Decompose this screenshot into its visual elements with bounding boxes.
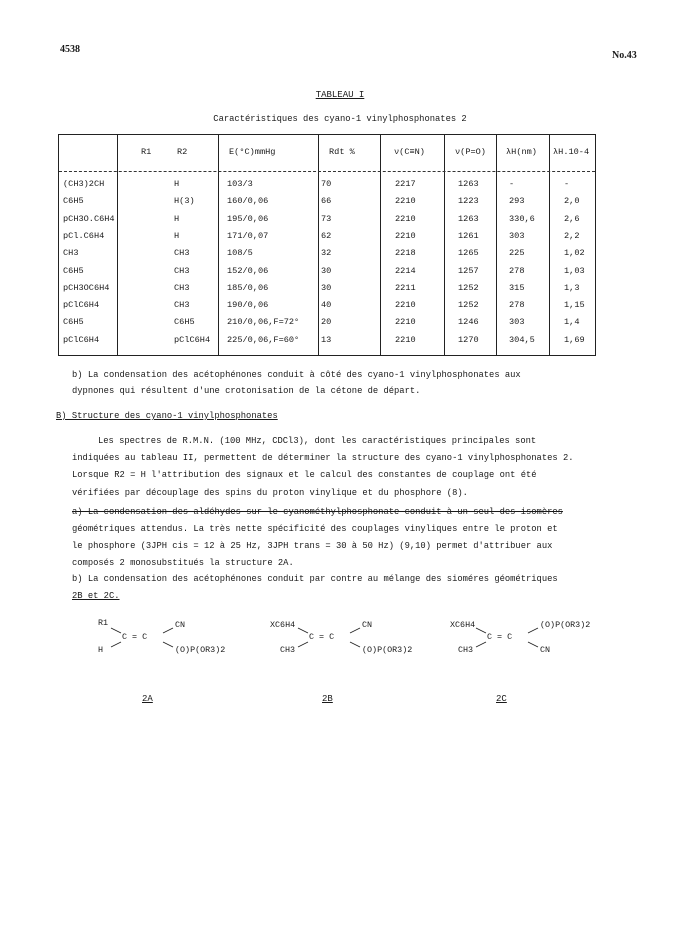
table-cell: 2210 [395, 334, 416, 345]
table-cell: H [174, 213, 180, 224]
paragraph-line: Lorsque R2 = H l'attribution des signaux et le calcul des constantes de couplage ont été [72, 470, 537, 480]
table-cell: 30 [321, 265, 332, 276]
table-cell: 73 [321, 213, 332, 224]
struct-2c-cn: CN [540, 645, 551, 655]
struct-2c-cc: C = C [487, 632, 513, 642]
table-cell: 62 [321, 230, 332, 241]
journal-number: No.43 [612, 50, 637, 61]
table-cell: 66 [321, 196, 332, 207]
struct-2a-r1: R1 [98, 618, 109, 628]
table-subtitle: Caractéristiques des cyano-1 vinylphosphonates 2 [213, 114, 467, 124]
struct-2b-xc6h4: XC6H4 [270, 620, 296, 630]
table-cell: H [174, 230, 180, 241]
struct-2c-xc6h4: XC6H4 [450, 620, 476, 630]
table-cell: - [564, 179, 570, 189]
table-cell: 1,69 [564, 334, 585, 345]
table-cell: 315 [509, 282, 525, 293]
table-cell: C6H5 [174, 317, 195, 328]
table-cell: 1257 [458, 265, 479, 276]
col-header: ν(P=O) [455, 147, 486, 157]
table-cell: 160/0,06 [227, 196, 269, 207]
label-2c: 2C [496, 694, 507, 704]
table-cell: CH3 [63, 248, 79, 259]
table-cell: 1265 [458, 248, 479, 259]
struct-2c-ch3: CH3 [458, 645, 474, 655]
table-cell: 1261 [458, 230, 479, 241]
table-cell: 330,6 [509, 213, 535, 224]
table-cell: CH3 [174, 265, 190, 276]
table-cell: pCH3OC6H4 [63, 282, 110, 293]
table-cell: 1252 [458, 282, 479, 293]
table-cell: C6H5 [63, 265, 84, 276]
table-cell: 1,15 [564, 300, 585, 311]
struct-2a-h: H [98, 645, 104, 655]
table-cell: 103/3 [227, 179, 253, 189]
paragraph-line: vérifiées par découplage des spins du proton vinylique et du phosphore (8). [72, 488, 468, 498]
table-cell: pCH3O.C6H4 [63, 213, 115, 224]
paragraph-line-struck: a) La condensation des aldéhydes sur le cyanométhylphosphonate conduit à un seul des isomères [72, 507, 563, 517]
struct-2a-cn: CN [175, 620, 186, 630]
table-cell: 2,0 [564, 196, 580, 207]
note-b2: dypnones qui résultent d'une crotonisation de la cétone de départ. [72, 386, 421, 396]
table-cell: CH3 [174, 282, 190, 293]
struct-2b-p: (O)P(OR3)2 [362, 645, 413, 655]
table-cell: 1263 [458, 179, 479, 189]
table-cell: 1270 [458, 334, 479, 345]
struct-2a-p: (O)P(OR3)2 [175, 645, 226, 655]
table-cell: 278 [509, 300, 525, 311]
table-cell: 2217 [395, 179, 416, 189]
table-cell: 1223 [458, 196, 479, 207]
table-cell: 1,03 [564, 265, 585, 276]
table-cell: 293 [509, 196, 525, 207]
table-cell: H [174, 179, 180, 189]
paragraph-line: indiquées au tableau II, permettent de déterminer la structure des cyano-1 vinylphosphonates 2. [72, 453, 574, 463]
col-header: E(°C)mmHg [229, 147, 276, 157]
col-header: λH(nm) [506, 147, 537, 157]
table-cell: 171/0,07 [227, 230, 269, 241]
table-cell: 1252 [458, 300, 479, 311]
table-cell: 195/0,06 [227, 213, 269, 224]
table-cell: 2,6 [564, 213, 580, 224]
table-cell: (CH3)2CH [63, 179, 105, 189]
data-table [58, 134, 596, 356]
table-cell: 1,02 [564, 248, 585, 259]
table-cell: 2,2 [564, 230, 580, 241]
table-cell: 2210 [395, 300, 416, 311]
table-cell: pClC6H4 [63, 300, 100, 311]
table-cell: 1,4 [564, 317, 580, 328]
table-cell: C6H5 [63, 196, 84, 207]
label-2a: 2A [142, 694, 153, 704]
table-cell: 20 [321, 317, 332, 328]
col-header: Rdt % [329, 147, 355, 157]
table-cell: 2218 [395, 248, 416, 259]
table-cell: 303 [509, 230, 525, 241]
col-header: R2 [177, 147, 188, 157]
table-cell: 185/0,06 [227, 282, 269, 293]
table-cell: 32 [321, 248, 332, 259]
table-cell: 152/0,06 [227, 265, 269, 276]
struct-2a-cc: C = C [122, 632, 148, 642]
table-cell: pCl.C6H4 [63, 230, 105, 241]
paragraph-line: composés 2 monosubstitués la structure 2A. [72, 558, 294, 568]
table-cell: H(3) [174, 196, 195, 207]
table-cell: 190/0,06 [227, 300, 269, 311]
table-cell: 225/0,06,F=60° [227, 334, 300, 345]
table-cell: 2210 [395, 230, 416, 241]
paragraph-line: géométriques attendus. La très nette spécificité des couplages vinyliques entre le proton et [72, 524, 558, 534]
table-cell: 304,5 [509, 334, 535, 345]
col-header: R1 [141, 147, 152, 157]
paragraph-line: b) La condensation des acétophénones conduit par contre au mélange des sioméres géométriques [72, 574, 558, 584]
struct-2b-cn: CN [362, 620, 373, 630]
table-cell: CH3 [174, 248, 190, 259]
struct-2b-cc: C = C [309, 632, 335, 642]
table-cell: 1246 [458, 317, 479, 328]
struct-2c-p: (O)P(OR3)2 [540, 620, 591, 630]
table-cell: 2210 [395, 317, 416, 328]
table-cell: 2210 [395, 213, 416, 224]
label-2b: 2B [322, 694, 333, 704]
table-cell: pClC6H4 [63, 334, 100, 345]
table-title: TABLEAU I [315, 90, 365, 100]
table-cell: 2214 [395, 265, 416, 276]
table-cell: 278 [509, 265, 525, 276]
table-cell: - [509, 179, 515, 189]
paragraph-line: Les spectres de R.M.N. (100 MHz, CDCl3), dont les caractéristiques principales sont [98, 436, 537, 446]
table-cell: 108/5 [227, 248, 253, 259]
page-number: 4538 [60, 44, 80, 55]
table-cell: CH3 [174, 300, 190, 311]
paragraph-line: le phosphore (3JPH cis = 12 à 25 Hz, 3JPH trans = 30 à 50 Hz) (9,10) permet d'attribuer aux [72, 541, 553, 551]
table-cell: pClC6H4 [174, 334, 211, 345]
struct-2b-ch3: CH3 [280, 645, 296, 655]
table-cell: 210/0,06,F=72° [227, 317, 300, 328]
col-header: λH.10-4 [553, 147, 590, 157]
table-cell: 225 [509, 248, 525, 259]
paragraph-line: 2B et 2C. [72, 591, 120, 601]
note-b1: b) La condensation des acétophénones conduit à côté des cyano-1 vinylphosphonates aux [72, 370, 521, 380]
table-cell: 1263 [458, 213, 479, 224]
table-cell: 30 [321, 282, 332, 293]
table-cell: 2210 [395, 196, 416, 207]
table-cell: C6H5 [63, 317, 84, 328]
table-cell: 2211 [395, 282, 416, 293]
section-heading: B) Structure des cyano-1 vinylphosphonates [56, 411, 278, 421]
table-cell: 40 [321, 300, 332, 311]
col-header: ν(C≡N) [394, 147, 425, 157]
table-cell: 70 [321, 179, 332, 189]
table-cell: 303 [509, 317, 525, 328]
table-cell: 1,3 [564, 282, 580, 293]
table-cell: 13 [321, 334, 332, 345]
